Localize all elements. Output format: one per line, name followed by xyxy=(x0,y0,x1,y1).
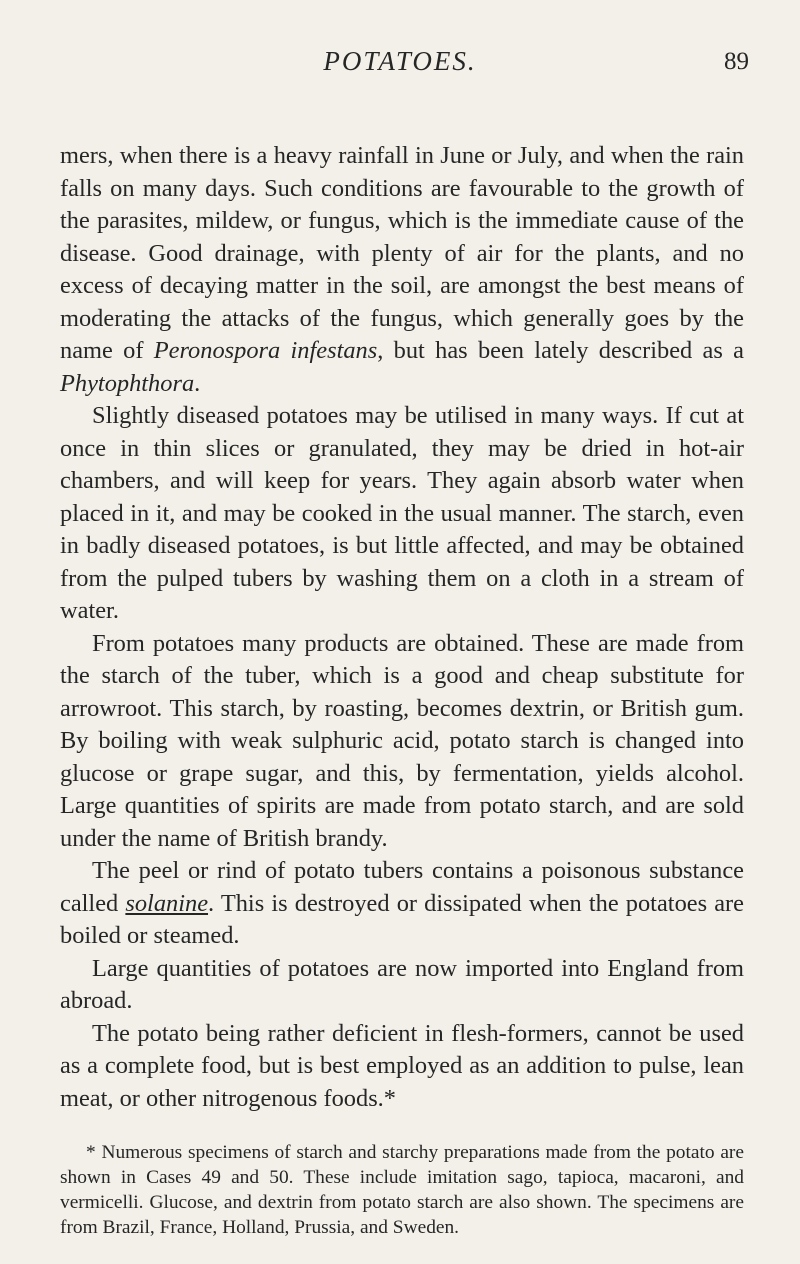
paragraph-5: Large quantities of potatoes are now imported into England from abroad. xyxy=(60,954,744,1014)
paragraph-3: From potatoes many products are obtained. These are made from the starch of the tuber, which is a good and cheap substitute for arrowroot. This starch, by roasting, becomes dextrin, or British gum. By boiling with weak sulphuric acid, potato starch is changed into glucose or grape sugar, and this, by fermentation, yields alcohol. Large quantities of spirits are made from potato starch, and are sold under the name of British brandy. xyxy=(60,629,744,852)
body-text xyxy=(60,140,744,1115)
paragraph-4: The peel or rind of potato tubers contains a poisonous substance called solanine. This is destroyed or dissipated when the potatoes are boiled or steamed. xyxy=(60,857,744,949)
page-number: 89 xyxy=(724,48,749,75)
footnote: * Numerous specimens of starch and starchy preparations made from the potato are shown in Cases 49 and 50. These include imitation sago, tapioca, macaroni, and vermicelli. Glucose, and dextrin from potato starch are also shown. The specimens are from Brazil, France, Holland, Prussia, and Sweden. xyxy=(60,1142,744,1238)
running-title: POTATOES. xyxy=(323,46,477,76)
paragraph-1: mers, when there is a heavy rainfall in June or July, and when the rain falls on many days. Such conditions are favourable to the growth of the parasites, mildew, or fungus, which is the immediate cause of the disease. Good drainage, with plenty of air for the plants, and no excess of decaying matter in the soil, are amongst the best means of moderating the attacks of the fungus, which generally goes by the name of Peronospora infestans, but has been lately described as a Phytophthora. xyxy=(60,142,744,397)
paragraph-2: Slightly diseased potatoes may be utilised in many ways. If cut at once in thin slices or granulated, they may be dried in hot-air chambers, and will keep for years. They again absorb water when placed in it, and may be cooked in the usual manner. The starch, even in badly diseased potatoes, is but little affected, and may be obtained from the pulped tubers by washing them on a cloth in a stream of water. xyxy=(60,402,744,624)
paragraph-6: The potato being rather deficient in flesh-formers, cannot be used as a complete food, but is best employed as an addition to pulse, lean meat, or other nitrogenous foods.* xyxy=(60,1019,744,1112)
